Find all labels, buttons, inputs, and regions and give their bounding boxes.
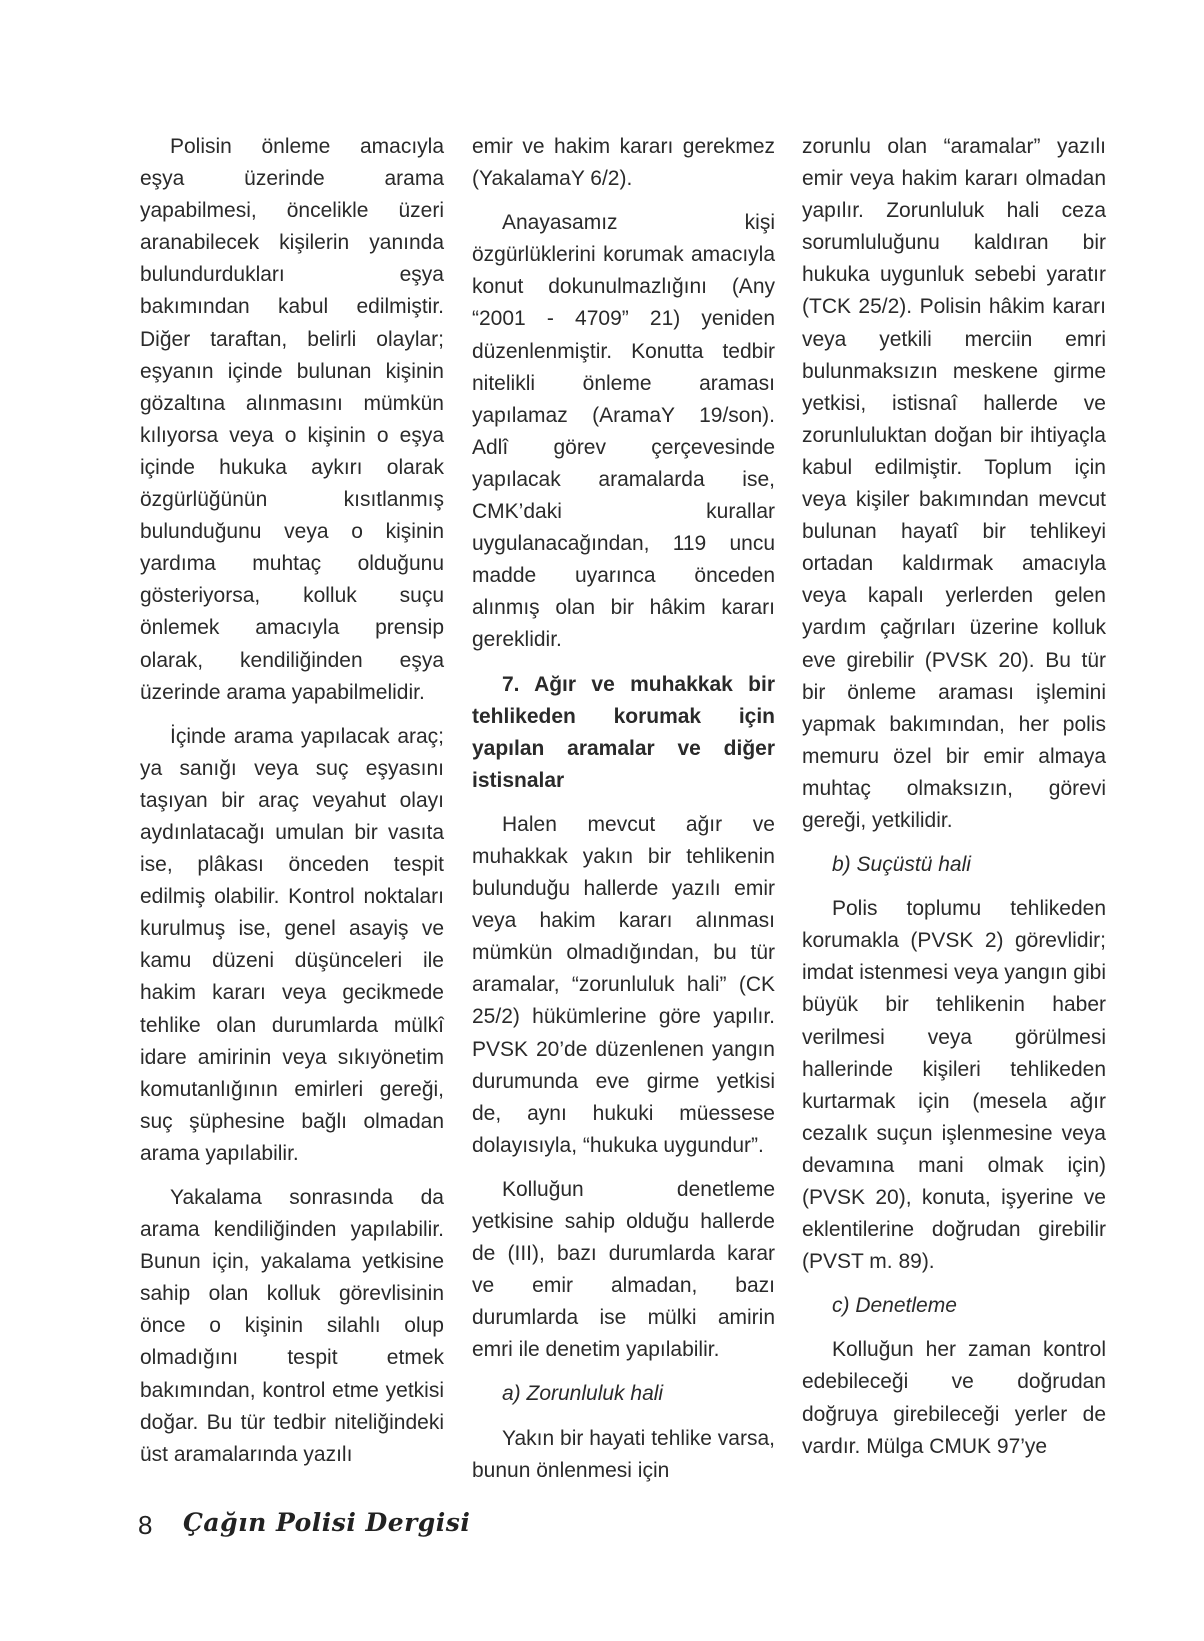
text-column-3 xyxy=(802,131,1106,1475)
text-column-2 xyxy=(472,131,775,1499)
paragraph: Anayasamız kişi özgürlüklerini korumak amacıyla konut dokunulmazlığını (Any “2001 - 4709” 21) yeniden düzenlenmiştir. Konutta tedbir nitelikli önleme araması yapılamaz (AramaY 19/son). Adlî görev çerçevesinde yapılacak aramalarda ise, CMK’daki kurallar uygulanacağından, 119 uncu madde uyarınca önceden alınmış olan bir hâkim kararı gereklidir. xyxy=(472,211,775,652)
paragraph: İçinde arama yapılacak araç; ya sanığı veya suç eşyasını taşıyan bir araç veyahut olayı aydınlatacağı umulan bir vasıta ise, plâkası önceden tespit edilmiş olabilir. Kontrol noktaları kurulmuş ise, genel asayiş ve kamu düzeni düşünceleri ile hakim kararı veya gecikmede tehlike olan durumlarda mülkî idare amirinin veya sıkıyönetim komutanlığının emirleri gereği, suç şüphesine bağlı olmadan arama yapılabilir. xyxy=(140,724,444,1165)
page-number: 8 xyxy=(138,1510,153,1540)
text-column-1 xyxy=(140,131,444,1483)
paragraph: Yakın bir hayati tehlike varsa, bunun önlenmesi için xyxy=(472,1426,775,1482)
magazine-title: Çağın Polisi Dergisi xyxy=(183,1508,471,1537)
paragraph: Kolluğun denetleme yetkisine sahip olduğu hallerde de (III), bazı durumlarda karar ve emir almadan, bazı durumlarda ise mülki amirin emri ile denetim yapılabilir. xyxy=(472,1177,775,1362)
paragraph: Polis toplumu tehlikeden korumakla (PVSK 2) görevlidir; imdat istenmesi veya yangın gibi büyük bir tehlikenin haber verilmesi veya görülmesi hallerinde kişileri tehlikeden kurtarmak için (mesela ağır cezalık suçun işlenmesine veya devamına mani olmak için) (PVSK 20), konuta, işyerine ve eklentilerine doğrudan girebilir (PVST m. 89). xyxy=(802,897,1106,1274)
subheading: b) Suçüstü hali xyxy=(832,853,971,877)
subheading: c) Denetleme xyxy=(832,1294,957,1318)
paragraph: Halen mevcut ağır ve muhakkak yakın bir tehlikenin bulunduğu hallerde yazılı emir veya hakim kararı alınması mümkün olmadığından, bu tür aramalar, “zorunluluk hali” (CK 25/2) hükümlerine göre yapılır. PVSK 20’de düzenlenen yangın durumunda eve girme yetkisi de, aynı hukuki müessese dolayısıyla, “hukuka uygundur”. xyxy=(472,812,775,1157)
paragraph: Kolluğun her zaman kontrol edebileceği ve doğrudan doğruya girebileceği yerler de vardır. Mülga CMUK 97’ye xyxy=(802,1338,1106,1458)
subheading: a) Zorunluluk hali xyxy=(502,1382,664,1406)
paragraph: Yakalama sonrasında da arama kendiliğinden yapılabilir. Bunun için, yakalama yetkisine sahip olan kolluk görevlisinin önce o kişinin silahlı olup olmadığını tespit etmek bakımından, kontrol etme yetkisi doğar. Bu tür tedbir niteliğindeki üst aramalarında yazılı xyxy=(140,1186,444,1466)
paragraph: zorunlu olan “aramalar” yazılı emir veya hakim kararı olmadan yapılır. Zorunluluk hali ceza sorumluluğunu kaldıran bir hukuka uygunluk sebebi yaratır (TCK 25/2). Polisin hâkim kararı veya yetkili merciin emri bulunmaksızın meskene girme yetkisi, istisnaî hallerde ve zorunluluktan doğan bir ihtiyaçla kabul edilmiştir. Toplum için veya kişiler bakımından mevcut bulunan hayatî bir tehlikeyi ortadan kaldırmak amacıyla veya kapalı yerlerden gelen yardım çağrıları üzerine kolluk eve girebilir (PVSK 20). Bu tür bir önleme araması işlemini yapmak bakımından, her polis memuru özel bir emir almaya muhtaç olmaksızın, görevi gereği, yetkilidir. xyxy=(802,135,1106,832)
paragraph: Polisin önleme amacıyla eşya üzerinde arama yapabilmesi, öncelikle üzeri aranabilecek kişilerin yanında bulundurdukları eşya bakımından kabul edilmiştir. Diğer taraftan, belirli olaylar; eşyanın içinde bulunan kişinin gözaltına alınmasını mümkün kılıyorsa veya o kişinin o eşya içinde hukuka aykırı olarak özgürlüğünün kısıtlanmış bulunduğunu veya o kişinin yardıma muhtaç olduğunu gösteriyorsa, kolluk suçu önlemek amacıyla prensip olarak, kendiliğinden eşya üzerinde arama yapabilmelidir. xyxy=(140,135,444,704)
paragraph: emir ve hakim kararı gerekmez (YakalamaY 6/2). xyxy=(472,135,775,191)
section-heading: 7. Ağır ve muhakkak bir tehlikeden korumak için yapılan aramalar ve diğer istisnalar xyxy=(472,672,775,792)
